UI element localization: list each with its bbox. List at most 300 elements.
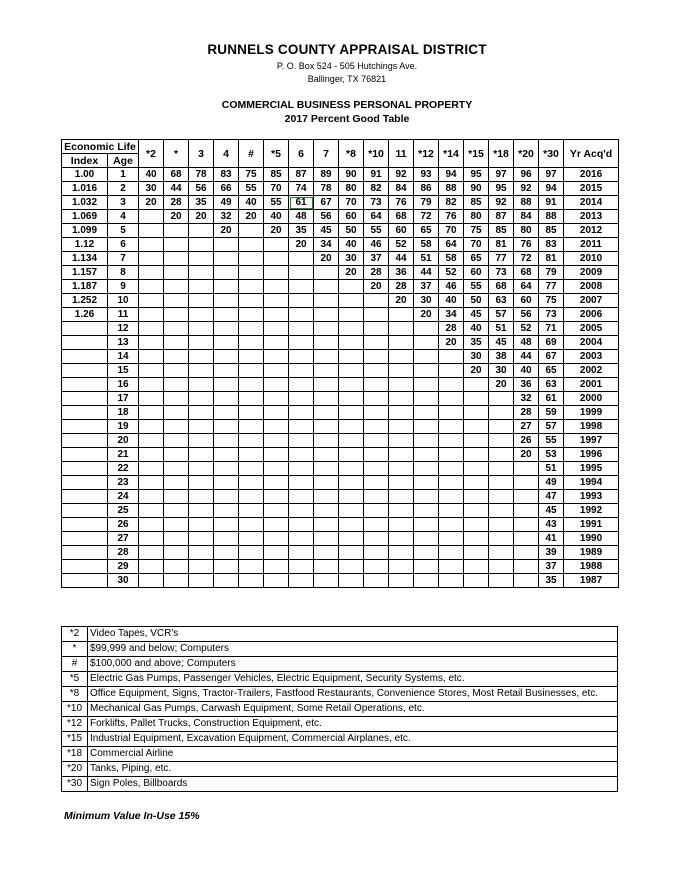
percent-cell: 79	[414, 196, 439, 210]
percent-cell	[264, 448, 289, 462]
age-cell: 9	[108, 280, 139, 294]
percent-cell	[214, 392, 239, 406]
percent-cell	[164, 448, 189, 462]
percent-cell	[264, 336, 289, 350]
percent-cell: 70	[264, 182, 289, 196]
age-cell: 28	[108, 546, 139, 560]
percent-cell	[139, 406, 164, 420]
percent-cell	[239, 308, 264, 322]
percent-cell	[339, 518, 364, 532]
percent-cell	[339, 392, 364, 406]
percent-cell	[189, 462, 214, 476]
table-row	[62, 168, 619, 182]
column-header: *12	[414, 140, 439, 168]
percent-cell: 68	[389, 210, 414, 224]
percent-cell	[389, 406, 414, 420]
year-cell: 1994	[564, 476, 619, 490]
year-cell: 1998	[564, 420, 619, 434]
percent-cell	[439, 364, 464, 378]
index-cell: 1.00	[62, 168, 108, 182]
percent-cell: 70	[464, 238, 489, 252]
percent-cell	[139, 518, 164, 532]
legend-description: Industrial Equipment, Excavation Equipment, Commercial Airplanes, etc.	[88, 732, 618, 747]
percent-cell	[314, 434, 339, 448]
year-cell: 1990	[564, 532, 619, 546]
percent-cell: 20	[514, 448, 539, 462]
percent-cell: 37	[539, 560, 564, 574]
percent-cell	[139, 574, 164, 588]
percent-cell: 55	[239, 182, 264, 196]
percent-cell	[139, 224, 164, 238]
percent-cell	[314, 462, 339, 476]
percent-cell: 51	[414, 252, 439, 266]
percent-cell: 49	[214, 196, 239, 210]
legend-code: *15	[62, 732, 88, 747]
percent-cell	[339, 322, 364, 336]
percent-cell	[439, 546, 464, 560]
percent-cell: 75	[539, 294, 564, 308]
age-cell: 15	[108, 364, 139, 378]
percent-cell	[164, 420, 189, 434]
percent-cell	[214, 490, 239, 504]
percent-cell	[464, 490, 489, 504]
index-cell	[62, 336, 108, 350]
percent-cell: 72	[414, 210, 439, 224]
percent-cell	[414, 476, 439, 490]
percent-cell: 49	[539, 476, 564, 490]
percent-cell	[264, 406, 289, 420]
index-cell	[62, 406, 108, 420]
percent-cell	[239, 350, 264, 364]
percent-cell: 51	[489, 322, 514, 336]
percent-cell: 40	[464, 322, 489, 336]
percent-cell	[214, 322, 239, 336]
percent-cell	[439, 518, 464, 532]
percent-cell	[464, 448, 489, 462]
percent-cell	[364, 434, 389, 448]
percent-cell	[464, 504, 489, 518]
table-row	[62, 308, 619, 322]
percent-cell	[389, 434, 414, 448]
percent-cell	[314, 560, 339, 574]
percent-cell: 20	[364, 280, 389, 294]
percent-cell	[139, 546, 164, 560]
year-cell: 2011	[564, 238, 619, 252]
year-acquired-header: Yr Acq'd	[564, 140, 619, 168]
table-row	[62, 406, 619, 420]
percent-cell	[189, 476, 214, 490]
percent-cell	[339, 336, 364, 350]
column-header: *20	[514, 140, 539, 168]
age-cell: 13	[108, 336, 139, 350]
year-cell: 1997	[564, 434, 619, 448]
year-cell: 2006	[564, 308, 619, 322]
age-cell: 20	[108, 434, 139, 448]
year-cell: 2004	[564, 336, 619, 350]
percent-cell: 26	[514, 434, 539, 448]
percent-cell: 52	[514, 322, 539, 336]
year-cell: 2009	[564, 266, 619, 280]
percent-cell: 68	[489, 280, 514, 294]
year-cell: 1993	[564, 490, 619, 504]
percent-cell	[489, 504, 514, 518]
percent-cell	[189, 308, 214, 322]
percent-cell	[264, 462, 289, 476]
legend-code: *30	[62, 777, 88, 792]
percent-cell: 20	[489, 378, 514, 392]
percent-cell	[389, 490, 414, 504]
percent-cell	[389, 504, 414, 518]
column-header: *	[164, 140, 189, 168]
legend-row	[62, 702, 618, 717]
percent-cell	[189, 406, 214, 420]
percent-cell	[289, 252, 314, 266]
percent-cell	[314, 308, 339, 322]
percent-cell	[264, 378, 289, 392]
percent-cell: 95	[489, 182, 514, 196]
percent-cell	[464, 476, 489, 490]
percent-cell	[189, 448, 214, 462]
percent-cell	[239, 252, 264, 266]
percent-cell	[514, 476, 539, 490]
percent-cell	[139, 560, 164, 574]
legend-code: *18	[62, 747, 88, 762]
percent-cell: 58	[414, 238, 439, 252]
percent-cell: 45	[464, 308, 489, 322]
percent-cell	[389, 532, 414, 546]
percent-cell	[189, 252, 214, 266]
percent-cell	[339, 280, 364, 294]
index-cell	[62, 350, 108, 364]
percent-cell	[139, 294, 164, 308]
percent-cell	[139, 238, 164, 252]
percent-cell	[489, 434, 514, 448]
percent-cell	[489, 546, 514, 560]
percent-cell	[214, 574, 239, 588]
percent-cell: 45	[539, 504, 564, 518]
percent-cell	[464, 560, 489, 574]
percent-cell: 75	[239, 168, 264, 182]
percent-cell	[514, 462, 539, 476]
index-cell: 1.099	[62, 224, 108, 238]
age-cell: 16	[108, 378, 139, 392]
percent-cell	[339, 406, 364, 420]
percent-cell	[239, 532, 264, 546]
percent-cell	[439, 392, 464, 406]
age-cell: 14	[108, 350, 139, 364]
index-cell: 1.12	[62, 238, 108, 252]
legend-code: #	[62, 657, 88, 672]
percent-cell	[364, 420, 389, 434]
percent-cell	[464, 420, 489, 434]
percent-cell	[264, 574, 289, 588]
percent-cell	[364, 448, 389, 462]
percent-cell: 28	[514, 406, 539, 420]
age-cell: 27	[108, 532, 139, 546]
column-header: *15	[464, 140, 489, 168]
percent-cell	[139, 490, 164, 504]
percent-cell: 44	[164, 182, 189, 196]
percent-cell	[164, 546, 189, 560]
percent-cell: 36	[514, 378, 539, 392]
percent-cell: 40	[339, 238, 364, 252]
percent-cell	[139, 308, 164, 322]
percent-cell	[239, 560, 264, 574]
percent-cell	[189, 322, 214, 336]
index-cell: 1.26	[62, 308, 108, 322]
age-cell: 1	[108, 168, 139, 182]
percent-cell: 20	[339, 266, 364, 280]
percent-cell	[164, 266, 189, 280]
percent-cell	[364, 336, 389, 350]
percent-cell	[389, 392, 414, 406]
percent-cell	[414, 336, 439, 350]
percent-cell: 50	[339, 224, 364, 238]
percent-cell: 83	[214, 168, 239, 182]
percent-cell: 78	[189, 168, 214, 182]
percent-cell	[339, 448, 364, 462]
percent-cell	[164, 462, 189, 476]
percent-cell	[214, 350, 239, 364]
percent-cell	[489, 574, 514, 588]
percent-cell	[339, 308, 364, 322]
percent-cell	[414, 518, 439, 532]
percent-cell	[289, 518, 314, 532]
percent-cell	[314, 294, 339, 308]
percent-cell	[489, 462, 514, 476]
year-cell: 2003	[564, 350, 619, 364]
index-cell: 1.252	[62, 294, 108, 308]
percent-cell	[364, 294, 389, 308]
percent-cell	[389, 574, 414, 588]
legend-description: Forklifts, Pallet Trucks, Construction Equipment, etc.	[88, 717, 618, 732]
percent-cell	[389, 308, 414, 322]
percent-cell: 28	[364, 266, 389, 280]
age-cell: 12	[108, 322, 139, 336]
legend-code: *8	[62, 687, 88, 702]
percent-cell	[314, 504, 339, 518]
percent-cell	[414, 434, 439, 448]
percent-cell	[289, 434, 314, 448]
percent-cell: 20	[289, 238, 314, 252]
percent-cell: 73	[489, 266, 514, 280]
percent-cell: 97	[539, 168, 564, 182]
percent-cell	[139, 350, 164, 364]
percent-cell	[164, 224, 189, 238]
percent-cell	[389, 476, 414, 490]
percent-cell	[139, 532, 164, 546]
percent-cell	[164, 574, 189, 588]
percent-cell: 84	[514, 210, 539, 224]
percent-cell	[289, 490, 314, 504]
percent-cell	[214, 518, 239, 532]
percent-cell	[239, 364, 264, 378]
percent-cell	[289, 574, 314, 588]
percent-cell: 52	[439, 266, 464, 280]
percent-cell: 63	[539, 378, 564, 392]
percent-cell: 78	[314, 182, 339, 196]
legend-row	[62, 777, 618, 792]
percent-cell: 85	[539, 224, 564, 238]
percent-cell	[164, 350, 189, 364]
percent-cell	[289, 476, 314, 490]
percent-cell	[489, 406, 514, 420]
percent-cell	[339, 532, 364, 546]
column-header: 11	[389, 140, 414, 168]
column-header: *18	[489, 140, 514, 168]
percent-cell: 77	[489, 252, 514, 266]
index-cell	[62, 462, 108, 476]
percent-cell	[164, 434, 189, 448]
percent-cell	[414, 364, 439, 378]
percent-cell: 89	[314, 168, 339, 182]
percent-cell	[289, 266, 314, 280]
percent-cell: 73	[364, 196, 389, 210]
percent-cell	[264, 364, 289, 378]
percent-cell	[364, 322, 389, 336]
legend-description: Office Equipment, Signs, Tractor-Trailers, Fastfood Restaurants, Convenience Stores, Most Retail Businesses, etc.	[88, 687, 618, 702]
percent-cell	[514, 574, 539, 588]
percent-cell: 35	[464, 336, 489, 350]
table-row	[62, 392, 619, 406]
legend-code: *	[62, 642, 88, 657]
year-cell: 2000	[564, 392, 619, 406]
table-row	[62, 448, 619, 462]
percent-cell	[164, 322, 189, 336]
age-cell: 2	[108, 182, 139, 196]
percent-cell: 45	[489, 336, 514, 350]
percent-cell: 48	[514, 336, 539, 350]
percent-cell: 55	[539, 434, 564, 448]
percent-cell	[314, 378, 339, 392]
percent-cell: 60	[339, 210, 364, 224]
percent-cell	[364, 364, 389, 378]
percent-cell	[164, 308, 189, 322]
percent-cell: 32	[514, 392, 539, 406]
percent-cell	[164, 560, 189, 574]
table-row	[62, 266, 619, 280]
percent-cell	[264, 518, 289, 532]
percent-cell: 38	[489, 350, 514, 364]
percent-cell	[264, 392, 289, 406]
year-cell: 1999	[564, 406, 619, 420]
index-cell	[62, 434, 108, 448]
percent-cell: 82	[439, 196, 464, 210]
index-header: Index	[62, 154, 108, 168]
percent-cell	[414, 350, 439, 364]
percent-cell	[289, 350, 314, 364]
percent-cell	[314, 490, 339, 504]
percent-cell: 60	[514, 294, 539, 308]
percent-good-table	[61, 139, 619, 588]
page-title: RUNNELS COUNTY APPRAISAL DISTRICT	[207, 42, 487, 57]
percent-cell	[414, 378, 439, 392]
percent-cell: 60	[389, 224, 414, 238]
percent-cell	[264, 434, 289, 448]
table-row	[62, 252, 619, 266]
age-cell: 7	[108, 252, 139, 266]
percent-cell	[239, 434, 264, 448]
percent-cell: 77	[539, 280, 564, 294]
percent-cell: 56	[514, 308, 539, 322]
percent-cell: 72	[514, 252, 539, 266]
percent-cell	[214, 364, 239, 378]
percent-cell	[289, 504, 314, 518]
index-cell	[62, 392, 108, 406]
percent-cell: 68	[514, 266, 539, 280]
percent-cell	[514, 504, 539, 518]
column-header: *14	[439, 140, 464, 168]
percent-cell: 58	[439, 252, 464, 266]
percent-cell: 20	[464, 364, 489, 378]
percent-cell	[414, 560, 439, 574]
percent-cell: 30	[339, 252, 364, 266]
minimum-value-note: Minimum Value In-Use 15%	[64, 810, 200, 822]
percent-cell	[414, 406, 439, 420]
legend-description: $99,999 and below; Computers	[88, 642, 618, 657]
percent-cell: 66	[214, 182, 239, 196]
index-cell: 1.157	[62, 266, 108, 280]
percent-cell	[314, 406, 339, 420]
percent-cell: 64	[364, 210, 389, 224]
percent-cell	[389, 448, 414, 462]
percent-cell	[489, 532, 514, 546]
percent-cell	[289, 294, 314, 308]
column-header: 3	[189, 140, 214, 168]
percent-cell	[264, 476, 289, 490]
percent-cell: 60	[464, 266, 489, 280]
percent-cell	[364, 308, 389, 322]
percent-cell: 35	[189, 196, 214, 210]
percent-cell	[289, 560, 314, 574]
percent-cell	[239, 294, 264, 308]
column-header: *8	[339, 140, 364, 168]
index-cell	[62, 378, 108, 392]
address-line-1: P. O. Box 524 - 505 Hutchings Ave.	[276, 61, 418, 71]
percent-cell: 97	[489, 168, 514, 182]
percent-cell	[189, 378, 214, 392]
legend-row	[62, 657, 618, 672]
percent-cell: 64	[514, 280, 539, 294]
percent-cell	[364, 350, 389, 364]
percent-cell: 61	[539, 392, 564, 406]
percent-cell: 46	[364, 238, 389, 252]
column-header: *30	[539, 140, 564, 168]
percent-cell	[264, 308, 289, 322]
percent-cell	[239, 490, 264, 504]
percent-cell	[489, 420, 514, 434]
percent-cell: 76	[389, 196, 414, 210]
percent-cell	[189, 336, 214, 350]
year-cell: 1995	[564, 462, 619, 476]
percent-cell: 35	[289, 224, 314, 238]
percent-cell: 86	[414, 182, 439, 196]
percent-cell: 55	[464, 280, 489, 294]
percent-cell: 88	[439, 182, 464, 196]
percent-cell	[364, 476, 389, 490]
percent-cell	[139, 252, 164, 266]
percent-cell: 83	[539, 238, 564, 252]
table-row	[62, 504, 619, 518]
percent-cell: 20	[164, 210, 189, 224]
table-row	[62, 560, 619, 574]
percent-cell	[339, 364, 364, 378]
percent-cell	[364, 392, 389, 406]
percent-cell	[214, 252, 239, 266]
percent-cell	[139, 434, 164, 448]
percent-cell	[339, 462, 364, 476]
percent-cell	[414, 574, 439, 588]
